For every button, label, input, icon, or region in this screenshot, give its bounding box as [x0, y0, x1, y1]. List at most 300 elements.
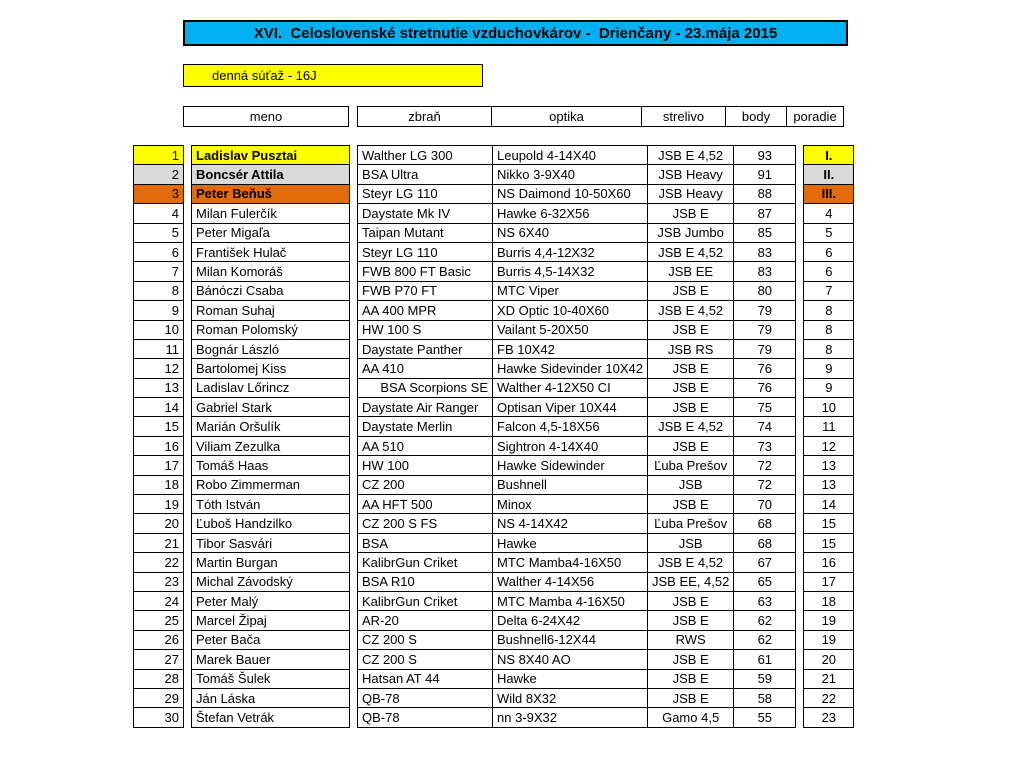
- name-cell: Bartolomej Kiss: [192, 359, 350, 378]
- rank-cell: 4: [804, 204, 854, 223]
- gap-cell: [796, 708, 804, 727]
- row-number-cell: 17: [134, 456, 184, 475]
- gap-cell: [796, 572, 804, 591]
- gap-cell: [796, 359, 804, 378]
- rank-cell: 10: [804, 398, 854, 417]
- name-cell: Štefan Vetrák: [192, 708, 350, 727]
- gap-cell: [184, 650, 192, 669]
- name-cell: Robo Zimmerman: [192, 475, 350, 494]
- rank-cell: 11: [804, 417, 854, 436]
- gap-cell: [350, 359, 358, 378]
- table-row: [134, 591, 854, 610]
- gap-cell: [184, 708, 192, 727]
- rank-cell: 17: [804, 572, 854, 591]
- gap-cell: [350, 630, 358, 649]
- gap-cell: [350, 495, 358, 514]
- row-number-cell: 11: [134, 339, 184, 358]
- score-cell: 83: [734, 262, 796, 281]
- row-number-cell: 9: [134, 301, 184, 320]
- optic-cell: Walther 4-14X56: [493, 572, 648, 591]
- gap-cell: [796, 378, 804, 397]
- gap-cell: [796, 398, 804, 417]
- gun-cell: Daystate Panther: [358, 339, 493, 358]
- score-cell: 68: [734, 514, 796, 533]
- gun-cell: AA 410: [358, 359, 493, 378]
- row-number-cell: 18: [134, 475, 184, 494]
- name-cell: Ladislav Pusztai: [192, 146, 350, 165]
- gap-cell: [350, 184, 358, 203]
- column-header-meno: meno: [183, 106, 349, 127]
- name-cell: František Hulač: [192, 242, 350, 261]
- name-cell: Roman Suhaj: [192, 301, 350, 320]
- name-cell: Roman Polomský: [192, 320, 350, 339]
- optic-cell: Burris 4,4-12X32: [493, 242, 648, 261]
- results-table: [133, 145, 854, 728]
- ammo-cell: JSB E: [647, 495, 733, 514]
- gap-cell: [796, 223, 804, 242]
- ammo-cell: Gamo 4,5: [647, 708, 733, 727]
- optic-cell: FB 10X42: [493, 339, 648, 358]
- row-number-cell: 16: [134, 436, 184, 455]
- optic-cell: Minox: [493, 495, 648, 514]
- gap-cell: [184, 223, 192, 242]
- row-number-cell: 20: [134, 514, 184, 533]
- table-row: [134, 456, 854, 475]
- table-row: [134, 359, 854, 378]
- name-cell: Peter Beňuš: [192, 184, 350, 203]
- ammo-cell: JSB E: [647, 611, 733, 630]
- score-cell: 83: [734, 242, 796, 261]
- ammo-cell: JSB E: [647, 359, 733, 378]
- rank-cell: 19: [804, 630, 854, 649]
- score-cell: 70: [734, 495, 796, 514]
- gap-cell: [350, 572, 358, 591]
- name-cell: Peter Malý: [192, 591, 350, 610]
- optic-cell: Hawke: [493, 669, 648, 688]
- gap-cell: [796, 456, 804, 475]
- row-number-cell: 23: [134, 572, 184, 591]
- gap-cell: [184, 242, 192, 261]
- gun-cell: CZ 200 S FS: [358, 514, 493, 533]
- table-row: [134, 378, 854, 397]
- gap-cell: [796, 650, 804, 669]
- score-cell: 65: [734, 572, 796, 591]
- optic-cell: Walther 4-12X50 CI: [493, 378, 648, 397]
- name-cell: Bognár László: [192, 339, 350, 358]
- optic-cell: Leupold 4-14X40: [493, 146, 648, 165]
- gun-cell: KalibrGun Criket: [358, 553, 493, 572]
- gap-cell: [350, 398, 358, 417]
- row-number-cell: 3: [134, 184, 184, 203]
- table-row: [134, 204, 854, 223]
- gap-cell: [184, 281, 192, 300]
- ammo-cell: JSB E: [647, 281, 733, 300]
- score-cell: 79: [734, 339, 796, 358]
- optic-cell: Bushnell: [493, 475, 648, 494]
- gap-cell: [796, 339, 804, 358]
- gap-cell: [350, 436, 358, 455]
- table-row: [134, 165, 854, 184]
- gap-cell: [796, 417, 804, 436]
- gap-cell: [184, 204, 192, 223]
- ammo-cell: JSB Heavy: [647, 165, 733, 184]
- row-number-cell: 12: [134, 359, 184, 378]
- gap-cell: [184, 533, 192, 552]
- gun-cell: Steyr LG 110: [358, 184, 493, 203]
- ammo-cell: JSB EE: [647, 262, 733, 281]
- ammo-cell: JSB Heavy: [647, 184, 733, 203]
- table-row: [134, 688, 854, 707]
- gap-cell: [350, 514, 358, 533]
- ammo-cell: JSB: [647, 533, 733, 552]
- gun-cell: Daystate Mk IV: [358, 204, 493, 223]
- score-cell: 88: [734, 184, 796, 203]
- row-number-cell: 6: [134, 242, 184, 261]
- gap-cell: [796, 553, 804, 572]
- optic-cell: Hawke 6-32X56: [493, 204, 648, 223]
- score-cell: 72: [734, 475, 796, 494]
- gap-cell: [796, 242, 804, 261]
- rank-cell: 16: [804, 553, 854, 572]
- ammo-cell: JSB E 4,52: [647, 301, 733, 320]
- score-cell: 67: [734, 553, 796, 572]
- gun-cell: BSA: [358, 533, 493, 552]
- gun-cell: KalibrGun Criket: [358, 591, 493, 610]
- event-title: XVI. Celoslovenské stretnutie vzduchovkárov - Drienčany - 23.mája 2015: [183, 20, 848, 46]
- optic-cell: Falcon 4,5-18X56: [493, 417, 648, 436]
- optic-cell: MTC Mamba 4-16X50: [493, 591, 648, 610]
- name-cell: Bánóczi Csaba: [192, 281, 350, 300]
- score-cell: 76: [734, 378, 796, 397]
- rank-cell: 22: [804, 688, 854, 707]
- ammo-cell: JSB E 4,52: [647, 417, 733, 436]
- column-header-zbran: zbraň: [357, 106, 492, 127]
- ammo-cell: JSB E: [647, 204, 733, 223]
- row-number-cell: 29: [134, 688, 184, 707]
- gap-cell: [184, 146, 192, 165]
- gap-cell: [184, 320, 192, 339]
- score-cell: 79: [734, 320, 796, 339]
- table-row: [134, 223, 854, 242]
- rank-cell: 14: [804, 495, 854, 514]
- gap-cell: [184, 378, 192, 397]
- gap-cell: [796, 688, 804, 707]
- rank-cell: 7: [804, 281, 854, 300]
- gap-cell: [184, 398, 192, 417]
- name-cell: Ľuboš Handzilko: [192, 514, 350, 533]
- ammo-cell: JSB E: [647, 320, 733, 339]
- gun-cell: CZ 200: [358, 475, 493, 494]
- table-row: [134, 611, 854, 630]
- rank-cell: 13: [804, 475, 854, 494]
- name-cell: Peter Bača: [192, 630, 350, 649]
- gap-cell: [350, 669, 358, 688]
- gun-cell: Hatsan AT 44: [358, 669, 493, 688]
- name-cell: Ján Láska: [192, 688, 350, 707]
- name-cell: Martin Burgan: [192, 553, 350, 572]
- score-cell: 85: [734, 223, 796, 242]
- score-cell: 68: [734, 533, 796, 552]
- gap-cell: [350, 262, 358, 281]
- table-row: [134, 630, 854, 649]
- ammo-cell: JSB E: [647, 398, 733, 417]
- gap-cell: [184, 436, 192, 455]
- optic-cell: MTC Viper: [493, 281, 648, 300]
- gun-cell: FWB P70 FT: [358, 281, 493, 300]
- optic-cell: Sightron 4-14X40: [493, 436, 648, 455]
- score-cell: 74: [734, 417, 796, 436]
- name-cell: Milan Komoráš: [192, 262, 350, 281]
- name-cell: Marcel Žipaj: [192, 611, 350, 630]
- gap-cell: [350, 378, 358, 397]
- table-row: [134, 398, 854, 417]
- name-cell: Marek Bauer: [192, 650, 350, 669]
- optic-cell: Hawke Sidevinder 10X42: [493, 359, 648, 378]
- gap-cell: [184, 339, 192, 358]
- row-number-cell: 2: [134, 165, 184, 184]
- gap-cell: [184, 475, 192, 494]
- ammo-cell: Ľuba Prešov: [647, 514, 733, 533]
- rank-cell: 23: [804, 708, 854, 727]
- row-number-cell: 10: [134, 320, 184, 339]
- row-number-cell: 25: [134, 611, 184, 630]
- table-row: [134, 553, 854, 572]
- name-cell: Tibor Sasvári: [192, 533, 350, 552]
- table-row: [134, 281, 854, 300]
- optic-cell: MTC Mamba4-16X50: [493, 553, 648, 572]
- rank-cell: 9: [804, 378, 854, 397]
- rank-cell: 5: [804, 223, 854, 242]
- row-number-cell: 19: [134, 495, 184, 514]
- score-cell: 72: [734, 456, 796, 475]
- optic-cell: NS Daimond 10-50X60: [493, 184, 648, 203]
- row-number-cell: 24: [134, 591, 184, 610]
- ammo-cell: JSB: [647, 475, 733, 494]
- gap-cell: [350, 223, 358, 242]
- name-cell: Tomáš Haas: [192, 456, 350, 475]
- score-cell: 87: [734, 204, 796, 223]
- gap-cell: [184, 591, 192, 610]
- optic-cell: Delta 6-24X42: [493, 611, 648, 630]
- rank-cell: 9: [804, 359, 854, 378]
- competition-label: denná súťaž - 16J: [183, 64, 483, 87]
- gap-cell: [350, 281, 358, 300]
- gap-cell: [184, 184, 192, 203]
- ammo-cell: JSB E 4,52: [647, 553, 733, 572]
- gap-cell: [184, 553, 192, 572]
- column-header-body: body: [725, 106, 787, 127]
- score-cell: 55: [734, 708, 796, 727]
- table-row: [134, 242, 854, 261]
- gap-cell: [184, 301, 192, 320]
- table-row: [134, 475, 854, 494]
- score-cell: 79: [734, 301, 796, 320]
- gun-cell: BSA Ultra: [358, 165, 493, 184]
- score-cell: 61: [734, 650, 796, 669]
- gap-cell: [350, 591, 358, 610]
- gap-cell: [184, 456, 192, 475]
- ammo-cell: JSB E: [647, 688, 733, 707]
- row-number-cell: 13: [134, 378, 184, 397]
- ammo-cell: RWS: [647, 630, 733, 649]
- gap-cell: [350, 533, 358, 552]
- gun-cell: AA HFT 500: [358, 495, 493, 514]
- gun-cell: QB-78: [358, 708, 493, 727]
- gun-cell: FWB 800 FT Basic: [358, 262, 493, 281]
- table-row: [134, 184, 854, 203]
- gap-cell: [350, 320, 358, 339]
- table-row: [134, 669, 854, 688]
- rank-cell: II.: [804, 165, 854, 184]
- optic-cell: Wild 8X32: [493, 688, 648, 707]
- ammo-cell: JSB E: [647, 436, 733, 455]
- row-number-cell: 21: [134, 533, 184, 552]
- optic-cell: Burris 4,5-14X32: [493, 262, 648, 281]
- score-cell: 93: [734, 146, 796, 165]
- rank-cell: 6: [804, 262, 854, 281]
- gun-cell: HW 100 S: [358, 320, 493, 339]
- gap-cell: [350, 417, 358, 436]
- gap-cell: [796, 204, 804, 223]
- table-row: [134, 650, 854, 669]
- results-table-body: [134, 146, 854, 728]
- gap-cell: [796, 495, 804, 514]
- gap-cell: [350, 553, 358, 572]
- score-cell: 73: [734, 436, 796, 455]
- table-row: [134, 146, 854, 165]
- gap-cell: [796, 436, 804, 455]
- rank-cell: 8: [804, 301, 854, 320]
- gun-cell: Steyr LG 110: [358, 242, 493, 261]
- gun-cell: AA 400 MPR: [358, 301, 493, 320]
- name-cell: Boncsér Attila: [192, 165, 350, 184]
- row-number-cell: 4: [134, 204, 184, 223]
- row-number-cell: 28: [134, 669, 184, 688]
- optic-cell: NS 4-14X42: [493, 514, 648, 533]
- column-header-strelivo: strelivo: [641, 106, 726, 127]
- rank-cell: 6: [804, 242, 854, 261]
- gap-cell: [350, 242, 358, 261]
- table-row: [134, 301, 854, 320]
- gun-cell: AA 510: [358, 436, 493, 455]
- gap-cell: [350, 475, 358, 494]
- rank-cell: III.: [804, 184, 854, 203]
- gun-cell: CZ 200 S: [358, 650, 493, 669]
- row-number-cell: 30: [134, 708, 184, 727]
- gun-cell: Daystate Air Ranger: [358, 398, 493, 417]
- table-row: [134, 514, 854, 533]
- gap-cell: [184, 611, 192, 630]
- column-header-row: [183, 106, 844, 127]
- gap-cell: [184, 688, 192, 707]
- column-header-optika: optika: [491, 106, 642, 127]
- gap-cell: [796, 262, 804, 281]
- ammo-cell: JSB Jumbo: [647, 223, 733, 242]
- score-cell: 63: [734, 591, 796, 610]
- ammo-cell: JSB EE, 4,52: [647, 572, 733, 591]
- gun-cell: BSA R10: [358, 572, 493, 591]
- gun-cell: Daystate Merlin: [358, 417, 493, 436]
- row-number-cell: 8: [134, 281, 184, 300]
- ammo-cell: JSB RS: [647, 339, 733, 358]
- name-cell: Marián Oršulík: [192, 417, 350, 436]
- ammo-cell: JSB E 4,52: [647, 242, 733, 261]
- gap-cell: [184, 630, 192, 649]
- name-cell: Gabriel Stark: [192, 398, 350, 417]
- gap-cell: [796, 533, 804, 552]
- gap-cell: [796, 281, 804, 300]
- gap-cell: [350, 650, 358, 669]
- table-row: [134, 262, 854, 281]
- ammo-cell: JSB E 4,52: [647, 146, 733, 165]
- gap-cell: [184, 495, 192, 514]
- optic-cell: NS 6X40: [493, 223, 648, 242]
- table-row: [134, 572, 854, 591]
- name-cell: Viliam Zezulka: [192, 436, 350, 455]
- gap-cell: [350, 611, 358, 630]
- gap-cell: [184, 262, 192, 281]
- row-number-cell: 5: [134, 223, 184, 242]
- gun-cell: Walther LG 300: [358, 146, 493, 165]
- name-cell: Ladislav Lőrincz: [192, 378, 350, 397]
- gap-cell: [184, 165, 192, 184]
- column-header-poradie: poradie: [786, 106, 844, 127]
- gap-cell: [184, 572, 192, 591]
- rank-cell: 15: [804, 533, 854, 552]
- gap-cell: [796, 165, 804, 184]
- gap-cell: [350, 146, 358, 165]
- gap-cell: [350, 204, 358, 223]
- gap-cell: [184, 417, 192, 436]
- table-row: [134, 320, 854, 339]
- rank-cell: 8: [804, 320, 854, 339]
- row-number-cell: 26: [134, 630, 184, 649]
- gun-cell: CZ 200 S: [358, 630, 493, 649]
- table-row: [134, 436, 854, 455]
- gap-cell: [350, 708, 358, 727]
- table-row: [134, 417, 854, 436]
- gap-cell: [796, 514, 804, 533]
- gun-cell: Taipan Mutant: [358, 223, 493, 242]
- rank-cell: 12: [804, 436, 854, 455]
- gap-cell: [350, 165, 358, 184]
- score-cell: 80: [734, 281, 796, 300]
- gap-cell: [796, 320, 804, 339]
- table-row: [134, 495, 854, 514]
- rank-cell: 21: [804, 669, 854, 688]
- ammo-cell: JSB E: [647, 669, 733, 688]
- score-cell: 59: [734, 669, 796, 688]
- gap-cell: [184, 359, 192, 378]
- row-number-cell: 14: [134, 398, 184, 417]
- gap-cell: [796, 475, 804, 494]
- optic-cell: Hawke: [493, 533, 648, 552]
- score-cell: 75: [734, 398, 796, 417]
- optic-cell: Hawke Sidewinder: [493, 456, 648, 475]
- gap-cell: [796, 591, 804, 610]
- name-cell: Peter Migaľa: [192, 223, 350, 242]
- rank-cell: 18: [804, 591, 854, 610]
- row-number-cell: 1: [134, 146, 184, 165]
- name-cell: Milan Fulerčík: [192, 204, 350, 223]
- ammo-cell: JSB E: [647, 378, 733, 397]
- name-cell: Michal Závodský: [192, 572, 350, 591]
- rank-cell: 13: [804, 456, 854, 475]
- gap-cell: [796, 301, 804, 320]
- ammo-cell: JSB E: [647, 650, 733, 669]
- gap-cell: [796, 611, 804, 630]
- score-cell: 62: [734, 611, 796, 630]
